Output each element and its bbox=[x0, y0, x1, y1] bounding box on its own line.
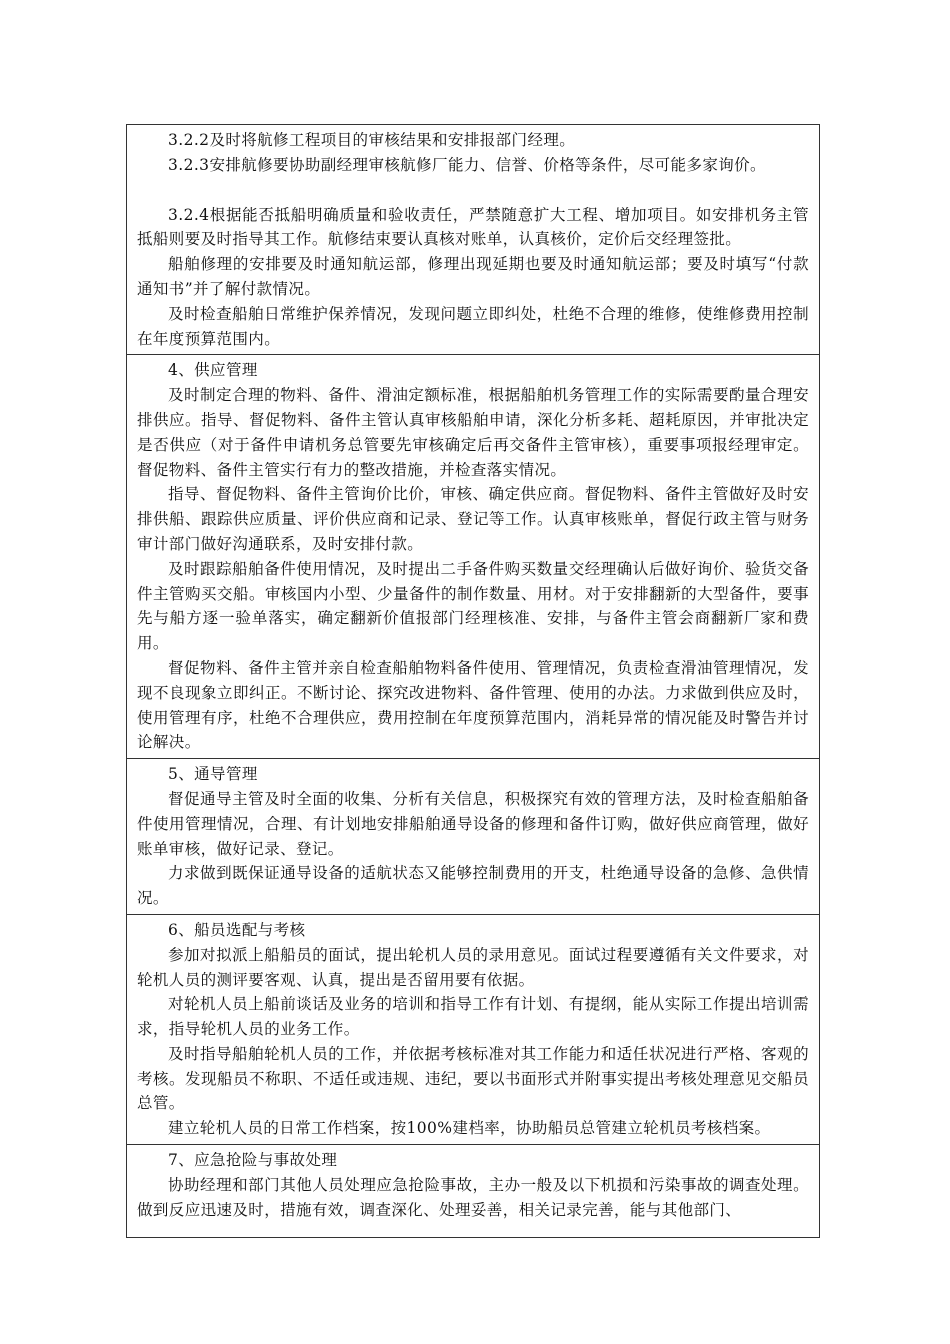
duty-table bbox=[126, 124, 820, 1238]
table-row bbox=[127, 914, 820, 1144]
paragraph: 建立轮机人员的日常工作档案，按100%建档率，协助船员总管建立轮机员考核档案。 bbox=[168, 1119, 771, 1138]
paragraph: 对轮机人员上船前谈话及业务的培训和指导工作有计划、有提纲，能从实际工作提出培训需求，指导轮机人员的业务工作。 bbox=[137, 995, 809, 1039]
section-cell-supply bbox=[127, 355, 820, 759]
section-title: 6、船员选配与考核 bbox=[168, 920, 306, 939]
paragraph: 及时指导船舶轮机人员的工作，并依据考核标准对其工作能力和适任状况进行严格、客观的考核。发现船员不称职、不适任或违规、违纪，要以书面形式并附事实提出考核处理意见交船员总管。 bbox=[137, 1044, 809, 1113]
paragraph: 力求做到既保证通导设备的适航状态又能够控制费用的开支，杜绝通导设备的急修、急供情况。 bbox=[137, 864, 809, 908]
section-title: 5、通导管理 bbox=[168, 765, 258, 784]
paragraph: 参加对拟派上船船员的面试，提出轮机人员的录用意见。面试过程要遵循有关文件要求，对轮机人员的测评要客观、认真，提出是否留用要有依据。 bbox=[137, 945, 809, 989]
paragraph: 及时检查船舶日常维护保养情况，发现问题立即纠处，杜绝不合理的维修，使维修费用控制在年度预算范围内。 bbox=[137, 304, 809, 348]
paragraph: 指导、督促物料、备件主管询价比价，审核、确定供应商。督促物料、备件主管做好及时安排供船、跟踪供应质量、评价供应商和记录、登记等工作。认真审核账单，督促行政主管与财务审计部门做好沟通联系，及时安排付款。 bbox=[137, 485, 809, 553]
paragraph: 及时制定合理的物料、备件、滑油定额标准，根据船舶机务管理工作的实际需要酌量合理安排供应。指导、督促物料、备件主管认真审核船舶申请，深化分析多耗、超耗原因，并审批决定是否供应（对于备件申请机务总管要先审核确定后再交备件主管审核），重要事项报经理审定。督促物料、备件主管实行有力的整改措施，并检查落实情况。 bbox=[137, 386, 809, 479]
section-cell-repair bbox=[127, 125, 820, 355]
table-row bbox=[127, 759, 820, 915]
paragraph: 3.2.2及时将航修工程项目的审核结果和安排报部门经理。 bbox=[168, 131, 576, 149]
section-cell-navigation bbox=[127, 759, 820, 915]
paragraph: 督促物料、备件主管并亲自检查船舶物料备件使用、管理情况，负责检查滑油管理情况，发现不良现象立即纠正。不断讨论、探究改进物料、备件管理、使用的办法。力求做到供应及时，使用管理有序，杜绝不合理供应，费用控制在年度预算范围内，消耗异常的情况能及时警告并讨论解决。 bbox=[137, 658, 809, 752]
paragraph: 3.2.4根据能否抵船明确质量和验收责任，严禁随意扩大工程、增加项目。如安排机务主管抵船则要及时指导其工作。航修结束要认真核对账单，认真核价，定价后交经理签批。 bbox=[137, 205, 809, 249]
paragraph: 协助经理和部门其他人员处理应急抢险事故，主办一般及以下机损和污染事故的调查处理。做到反应迅速及时，措施有效，调查深化、处理妥善，相关记录完善，能与其他部门、 bbox=[137, 1175, 809, 1219]
paragraph: 督促通导主管及时全面的收集、分析有关信息，积极探究有效的管理方法，及时检查船舶备件使用管理情况，合理、有计划地安排船舶通导设备的修理和备件订购，做好供应商管理，做好账单审核，做好记录、登记。 bbox=[137, 789, 809, 858]
paragraph: 船舶修理的安排要及时通知航运部，修理出现延期也要及时通知航运部；要及时填写“付款通知书”并了解付款情况。 bbox=[137, 255, 809, 298]
section-cell-emergency bbox=[127, 1145, 820, 1238]
paragraph: 及时跟踪船舶备件使用情况，及时提出二手备件购买数量交经理确认后做好询价、验货交备件主管购买交船。审核国内小型、少量备件的制作数量、用材。对于安排翻新的大型备件，要事先与船方逐一验单落实，确定翻新价值报部门经理核准、安排，与备件主管会商翻新厂家和费用。 bbox=[137, 559, 809, 653]
table-row bbox=[127, 125, 820, 355]
section-cell-crew bbox=[127, 914, 820, 1144]
table-row bbox=[127, 355, 820, 759]
section-title: 4、供应管理 bbox=[168, 361, 258, 380]
section-title: 7、应急抢险与事故处理 bbox=[168, 1151, 338, 1170]
table-row bbox=[127, 1145, 820, 1238]
paragraph: 3.2.3安排航修要协助副经理审核航修厂能力、信誉、价格等条件，尽可能多家询价。 bbox=[168, 155, 766, 174]
